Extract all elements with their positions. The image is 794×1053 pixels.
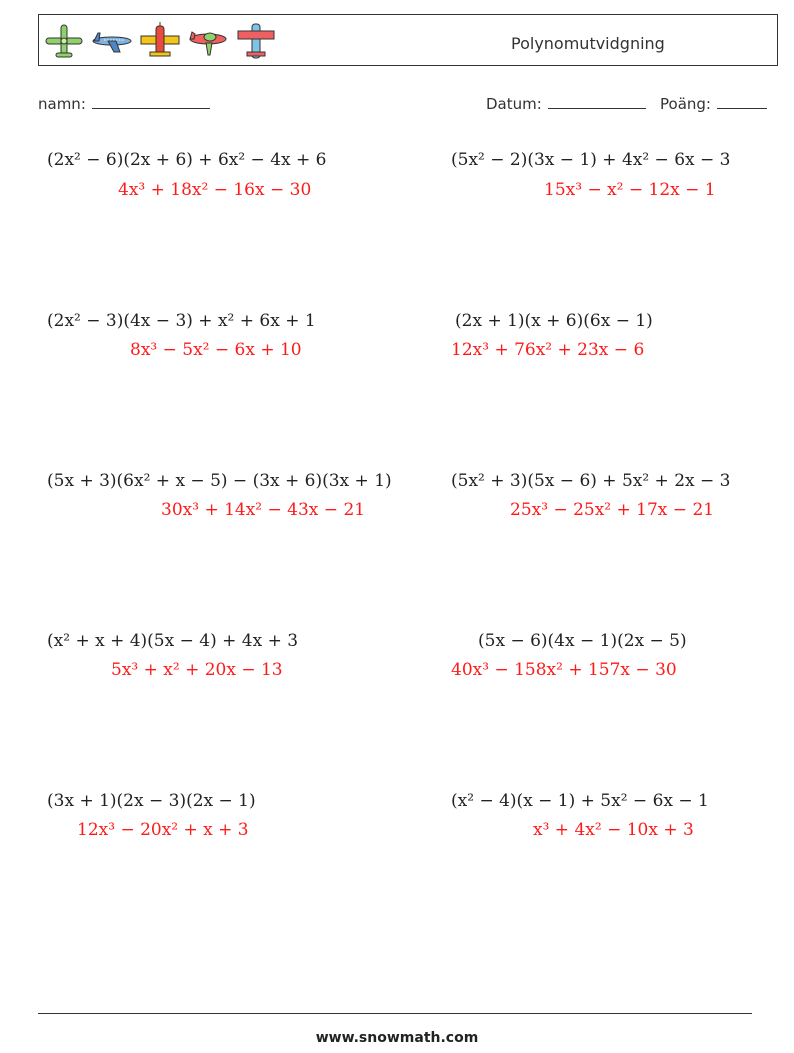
score-blank[interactable] [717,94,767,109]
footer-divider [38,1013,752,1014]
date-field [486,94,646,113]
problem-3: (2x² − 3)(4x − 3) + x² + 6x + 1 [47,311,316,331]
worksheet-title: Polynomutvidgning [511,34,665,53]
name-blank[interactable] [92,94,210,109]
red-plane-icon [186,21,230,61]
red-cross-plane-icon [234,21,278,61]
answer-4: 12x³ + 76x² + 23x − 6 [451,340,645,360]
green-plane-icon [42,21,86,61]
problem-2: (5x² − 2)(3x − 1) + 4x² − 6x − 3 [451,150,731,170]
score-label: Poäng: [660,95,711,113]
date-label: Datum: [486,95,542,113]
problem-6: (5x² + 3)(5x − 6) + 5x² + 2x − 3 [451,471,731,491]
name-field [38,94,210,113]
blue-airliner-icon [90,21,134,61]
score-field [660,94,767,113]
answer-2: 15x³ − x² − 12x − 1 [544,180,716,200]
problem-8: (5x − 6)(4x − 1)(2x − 5) [478,631,687,651]
date-blank[interactable] [548,94,646,109]
answer-1: 4x³ + 18x² − 16x − 30 [118,180,312,200]
answer-8: 40x³ − 158x² + 157x − 30 [451,660,677,680]
problem-10: (x² − 4)(x − 1) + 5x² − 6x − 1 [451,791,709,811]
yellow-plane-icon [138,21,182,61]
answer-6: 25x³ − 25x² + 17x − 21 [510,500,715,520]
answer-7: 5x³ + x² + 20x − 13 [111,660,283,680]
problem-9: (3x + 1)(2x − 3)(2x − 1) [47,791,256,811]
problem-1: (2x² − 6)(2x + 6) + 6x² − 4x + 6 [47,150,327,170]
footer-url[interactable]: www.snowmath.com [315,1030,479,1046]
problem-4: (2x + 1)(x + 6)(6x − 1) [455,311,653,331]
answer-5: 30x³ + 14x² − 43x − 21 [161,500,366,520]
answer-9: 12x³ − 20x² + x + 3 [77,820,249,840]
plane-icons [42,21,278,61]
name-label: namn: [38,95,86,113]
answer-10: x³ + 4x² − 10x + 3 [533,820,694,840]
problem-5: (5x + 3)(6x² + x − 5) − (3x + 6)(3x + 1) [47,471,392,491]
header-box [38,14,778,66]
answer-3: 8x³ − 5x² − 6x + 10 [130,340,302,360]
problem-7: (x² + x + 4)(5x − 4) + 4x + 3 [47,631,299,651]
